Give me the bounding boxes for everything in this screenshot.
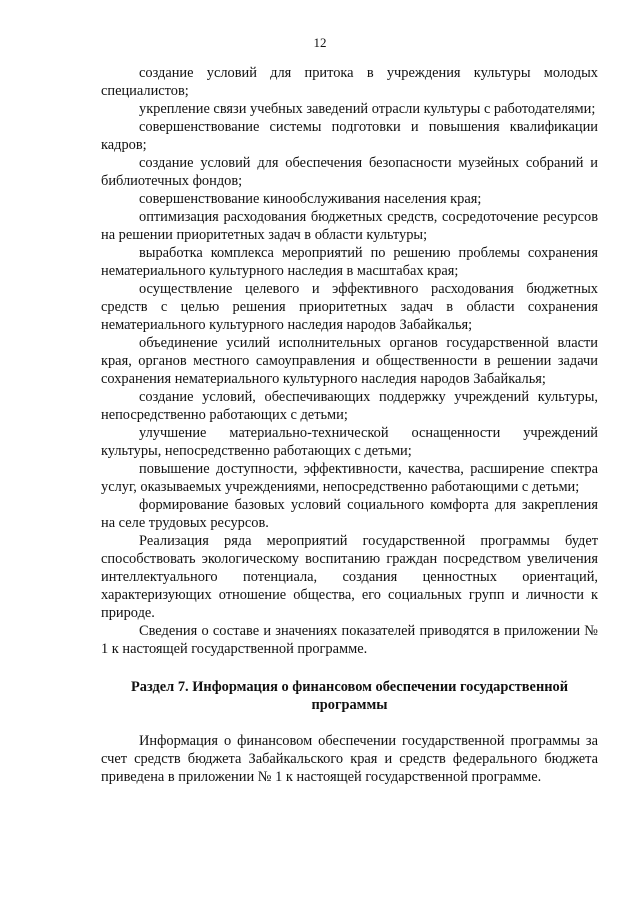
body-paragraph: создание условий, обеспечивающих поддержку учреждений культуры, непосредственно работающих с детьми;: [101, 389, 598, 423]
body-paragraph: Сведения о составе и значениях показателей приводятся в приложении № 1 к настоящей государственной программе.: [101, 623, 598, 657]
section-heading: Раздел 7. Информация о финансовом обеспечении государственной программы: [130, 679, 569, 713]
paragraphs-before-section: [101, 64, 598, 658]
body-paragraph: Реализация ряда мероприятий государственной программы будет способствовать экологическому воспитанию граждан посредством увеличения интеллектуального потенциала, создания ценностных ориентаций, характеризующих отношение общества, его социальных групп и личности к природе.: [101, 533, 598, 621]
body-paragraph: создание условий для обеспечения безопасности музейных собраний и библиотечных фондов;: [101, 155, 598, 189]
body-paragraph: объединение усилий исполнительных органов государственной власти края, органов местного самоуправления и общественности в решении задачи сохранения нематериального культурного наследия народов Забайкалья;: [101, 335, 598, 387]
page-number: 12: [313, 35, 327, 50]
body-paragraph: укрепление связи учебных заведений отрасли культуры с работодателями;: [139, 101, 596, 117]
body-paragraph: оптимизация расходования бюджетных средств, сосредоточение ресурсов на решении приоритетных задач в области культуры;: [101, 209, 598, 243]
paragraphs-after-section: [101, 732, 598, 786]
body-paragraph: выработка комплекса мероприятий по решению проблемы сохранения нематериального культурного наследия в масштабах края;: [101, 245, 598, 279]
body-paragraph: осуществление целевого и эффективного расходования бюджетных средств с целью решения приоритетных задач в области сохранения нематериального культурного наследия народов Забайкалья;: [101, 281, 598, 333]
body-paragraph: повышение доступности, эффективности, качества, расширение спектра услуг, оказываемых учреждениями, непосредственно работающими с детьми;: [101, 461, 598, 495]
body-paragraph: Информация о финансовом обеспечении государственной программы за счет средств бюджета Забайкальского края и средств федерального бюджета приведена в приложении № 1 к настоящей государственной программе.: [101, 733, 598, 785]
body-paragraph: улучшение материально-технической оснащенности учреждений культуры, непосредственно работающих с детьми;: [101, 425, 598, 459]
body-paragraph: совершенствование системы подготовки и повышения квалификации кадров;: [101, 119, 598, 153]
page-content: [101, 64, 598, 786]
body-paragraph: создание условий для притока в учреждения культуры молодых специалистов;: [101, 65, 598, 99]
body-paragraph: совершенствование кинообслуживания населения края;: [139, 191, 482, 207]
body-paragraph: формирование базовых условий социального комфорта для закрепления на селе трудовых ресурсов.: [101, 497, 598, 531]
